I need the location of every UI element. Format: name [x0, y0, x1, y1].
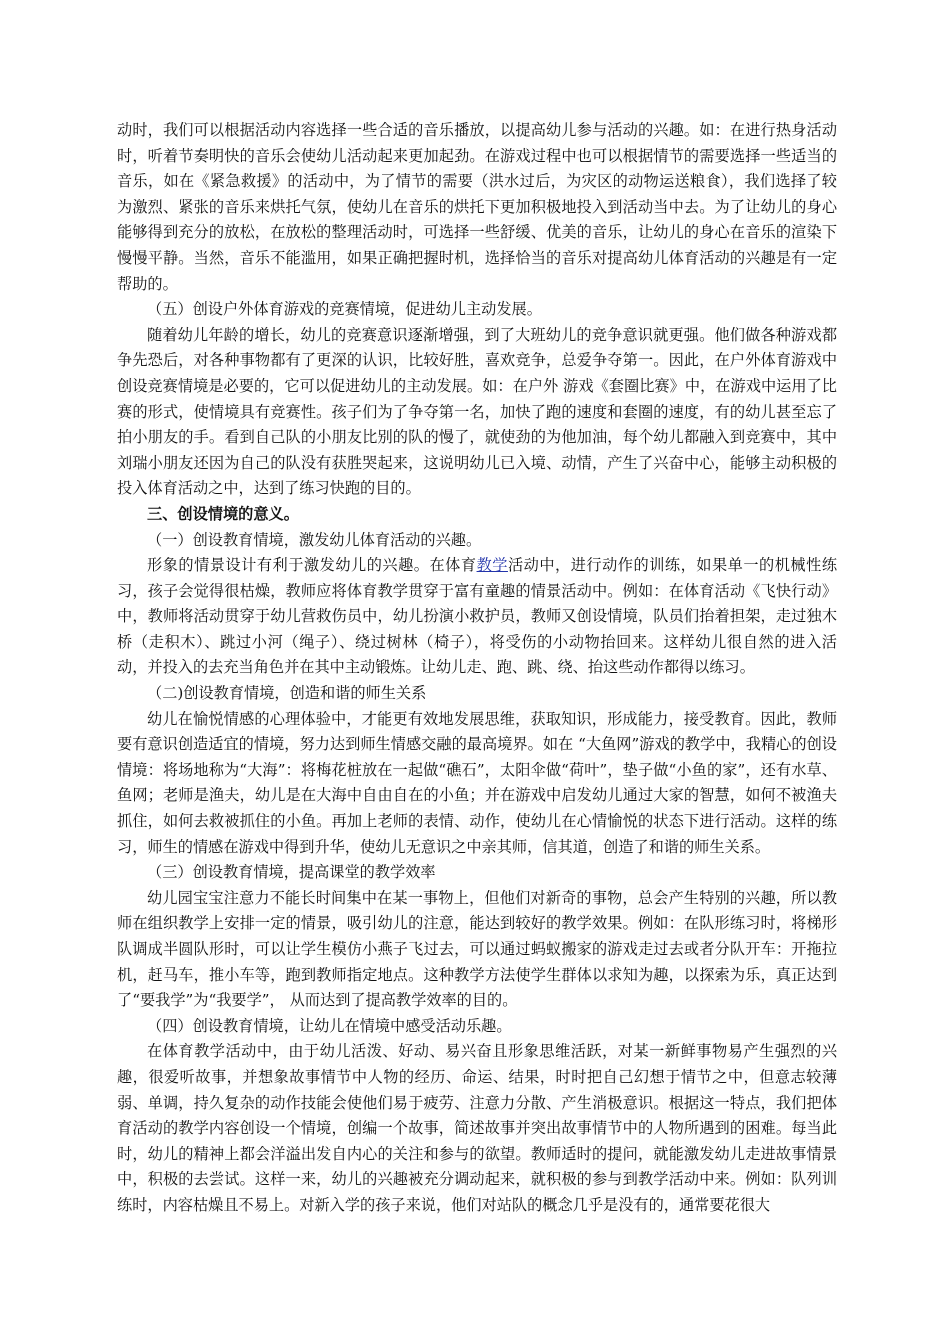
paragraph-stimulate-interest [117, 553, 837, 681]
teaching-link[interactable]: 教学 [476, 556, 508, 575]
subheading-teacher-student-relationship: （二)创设教育情境，创造和谐的师生关系 [147, 684, 427, 703]
subheading-classroom-efficiency: （三）创设教育情境，提高课堂的教学效率 [147, 863, 436, 882]
paragraph-teacher-student-relationship: 幼儿在愉悦情感的心理体验中，才能更有效地发展思维，获取知识，形成能力，接受教育。因此，教师要有意识创造适宜的情境，努力达到师生情感交融的最高境界。如在 “大鱼网”游戏的教学中，我精心的创设情境：将场地称为“大海”：将梅花桩放在一起做“礁石”，太阳伞做“荷叶”，垫子做“小鱼的家”，还有水草、鱼网；老师是渔夫，幼儿是在大海中自由自在的小鱼；并在游戏中启发幼儿通过大家的智慧，如何不被渔夫抓住，如何去救被抓住的小鱼。再加上老师的表情、动作，使幼儿在心情愉悦的状态下进行活动。这样的练习，师生的情感在游戏中得到升华，使幼儿无意识之中亲其师，信其道，创造了和谐的师生关系。 [117, 709, 837, 856]
paragraph-activity-joy: 在体育教学活动中，由于幼儿活泼、好动、易兴奋且形象思维活跃，对某一新鲜事物易产生强烈的兴趣，很爱听故事，并想象故事情节中人物的经历、命运、结果，时时把自己幻想于情节之中，但意志较薄弱、单调，持久复杂的动作技能会使他们易于疲劳、注意力分散、产生消极意识。根据这一特点，我们把体育活动的教学内容创设一个情境，创编一个故事，简述故事并突出故事情节中的人物所遇到的困难。每当此时，幼儿的精神上都会洋溢出发自内心的关注和参与的欲望。教师适时的提问，就能激发幼儿走进故事情景中，积极的去尝试。这样一来，幼儿的兴趣被充分调动起来，就积极的参与到教学活动中来。例如：队列训练时，内容枯燥且不易上。对新入学的孩子来说，他们对站队的概念几乎是没有的，通常要花很大 [117, 1042, 837, 1214]
paragraph-music-continued: 动时，我们可以根据活动内容选择一些合适的音乐播放，以提高幼儿参与活动的兴趣。如：在进行热身活动时，听着节奏明快的音乐会使幼儿活动起来更加起劲。在游戏过程中也可以根据情节的需要选择一些适当的音乐，如在《紧急救援》的活动中，为了情节的需要（洪水过后，为灾区的动物运送粮食），我们选择了较为激烈、紧张的音乐来烘托气氛，使幼儿在音乐的烘托下更加积极地投入到活动当中去。为了让幼儿的身心能够得到充分的放松，在放松的整理活动时，可选择一些舒缓、优美的音乐，让幼儿的身心在音乐的渲染下慢慢平静。当然，音乐不能滥用，如果正确把握时机，选择恰当的音乐对提高幼儿体育活动的兴趣是有一定帮助的。 [117, 121, 837, 293]
subheading-competition-situation: （五）创设户外体育游戏的竞赛情境，促进幼儿主动发展。 [147, 300, 542, 319]
paragraph-text-after-link: 活动中，进行动作的训练，如果单一的机械性练习，孩子会觉得很枯燥，教师应将体育教学贯穿于富有童趣的情景活动中。例如：在体育活动《飞快行动》中，教师将活动贯穿于幼儿营救伤员中，幼儿扮演小救护员，教师又创设情境，队员们抬着担架，走过独木桥（走积木）、跳过小河（绳子）、绕过树林（椅子），将受伤的小动物抬回来。这样幼儿很自然的进入活动，并投入的去充当角色并在其中主动锻炼。让幼儿走、跑、跳、绕、抬这些动作都得以练习。 [117, 556, 838, 677]
paragraph-competition: 随着幼儿年龄的增长，幼儿的竞赛意识逐渐增强，到了大班幼儿的竞争意识就更强。他们做各种游戏都争先恐后，对各种事物都有了更深的认识，比较好胜，喜欢竞争，总爱争夺第一。因此，在户外体育游戏中创设竞赛情境是必要的，它可以促进幼儿的主动发展。如：在户外 游戏《套圈比赛》中，在游戏中运用了比赛的形式，使情境具有竞赛性。孩子们为了争夺第一名，加快了跑的速度和套圈的速度，有的幼儿甚至忘了拍小朋友的手。看到自己队的小朋友比别的队的慢了，就使劲的为他加油，每个幼儿都融入到竞赛中，其中刘瑞小朋友还因为自己的队没有获胜哭起来，这说明幼儿已入境、动情，产生了兴奋中心，能够主动积极的投入体育活动之中，达到了练习快跑的目的。 [117, 325, 837, 498]
subheading-activity-joy: （四）创设教育情境，让幼儿在情境中感受活动乐趣。 [147, 1016, 512, 1035]
paragraph-text-before-link: 形象的情景设计有利于激发幼儿的兴趣。在体育 [147, 556, 477, 575]
document-page [117, 118, 837, 1219]
subheading-stimulate-interest: （一）创设教育情境，激发幼儿体育活动的兴趣。 [147, 530, 482, 549]
section-heading-significance: 三、创设情境的意义。 [147, 504, 299, 523]
paragraph-classroom-efficiency: 幼儿园宝宝注意力不能长时间集中在某一事物上，但他们对新奇的事物，总会产生特别的兴趣，所以教师在组织教学上安排一定的情景，吸引幼儿的注意，能达到较好的教学效果。例如：在队形练习时，将梯形队调成半圆队形时，可以让学生模仿小燕子飞过去，可以通过蚂蚁搬家的游戏走过去或者分队开车：开拖拉机，赶马车，推小车等，跑到教师指定地点。这种教学方法使学生群体以求知为趣，以探索为乐，真正达到了“要我学”为“我要学”， 从而达到了提高教学效率的目的。 [117, 888, 837, 1010]
